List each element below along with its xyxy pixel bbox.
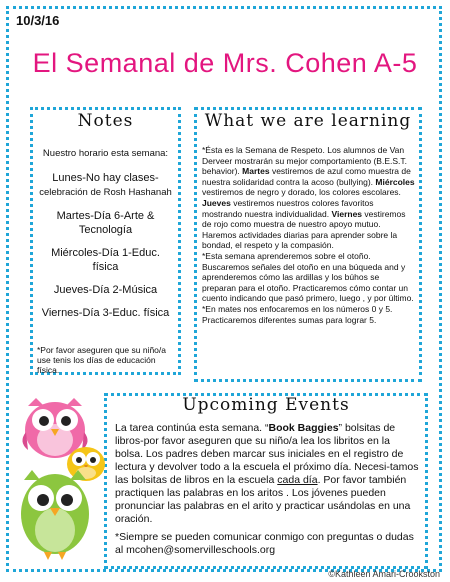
owls-illustration <box>14 392 114 572</box>
schedule-item-main: Miércoles-Día 1-Educ. física <box>51 247 160 273</box>
events-section <box>104 393 428 569</box>
schedule-item-main: Martes-Día 6-Arte & Tecnología <box>56 210 155 236</box>
notes-section <box>30 107 181 375</box>
learning-paragraph: *Ésta es la Semana de Respeto. Los alumnos de Van Derveer mostrarán su mejor comportamiento (B.E.S.T. behavior). Martes vestiremos de azul como muestra de nuestra solidaridad contra la acoso (bullying). Miércoles vestiremos de negro y dorado, los colores escolares. Jueves vestiremos nuestros colores favoritos mostrando nuestra individualidad. Viernes vestiremos de rojo como muestra de nuestro apoyo mutuo. Haremos actividades diarias para aprender sobre la bondad, el respeto y la compasión. <box>202 145 415 251</box>
learning-paragraph: *Esta semana aprenderemos sobre el otoño. Buscaremos señales del otoño en una búqueda and y aprenderemos cómo las ardillas y los búhos se preparan para el otoño. Practicaremos cómo contar un cuento indicando que pasó primero, luego , y por último. <box>202 250 414 304</box>
yellow-owl-icon <box>67 447 105 481</box>
learning-heading: What we are learning <box>204 111 412 131</box>
green-owl-icon <box>21 470 89 560</box>
schedule-item-main: Jueves-Día 2-Música <box>53 284 158 296</box>
learning-paragraph: *En mates nos enfocaremos en los números 0 y 5. Practicaremos diferentes sumas para lograr 5. <box>202 303 393 325</box>
contact-paragraph: *Siempre se pueden comunicar conmigo con preguntas o dudas al mcohen@somervilleschools.org <box>115 531 414 556</box>
schedule-item <box>37 246 174 274</box>
events-heading: Upcoming Events <box>182 395 350 415</box>
notes-schedule <box>37 148 174 329</box>
events-paragraph: La tarea continúa esta semana. “Book Baggies” bolsitas de libros-por favor aseguren que su niño/a lea los libritos en la bolsa. Los padres deben marcar sus iniciales en el registro de lectura y devolver todo a la escuela el próximo día. Necesi-tamos las bolsitas de libros en la escuela cada día. Por favor también practiquen las palabras en los aritos . Los jóvenes pueden pronunciar las palabras en el arito y practicar usándolas en una oración. <box>115 422 419 525</box>
events-content <box>115 422 419 557</box>
schedule-item <box>37 283 174 297</box>
schedule-item <box>37 209 174 237</box>
page-title: El Semanal de Mrs. Cohen A-5 <box>32 48 418 78</box>
learning-section <box>194 107 422 382</box>
schedule-item <box>37 171 174 200</box>
date-label: 10/3/16 <box>16 13 60 28</box>
learning-content <box>202 145 415 325</box>
schedule-intro: Nuestro horario esta semana: <box>42 148 169 159</box>
notes-footnote: *Por favor aseguren que su niño/a use tenis los días de educación física. <box>37 345 167 375</box>
copyright-credit: ©Kathleen Amari-Crookston <box>328 569 440 579</box>
schedule-item-main: Viernes-Día 3-Educ. física <box>41 307 170 319</box>
notes-heading: Notes <box>77 111 134 131</box>
schedule-item-main: Lunes-No hay clases- <box>52 172 159 184</box>
schedule-item-sub: celebración de Rosh Hashanah <box>39 187 172 198</box>
schedule-item <box>37 306 174 320</box>
